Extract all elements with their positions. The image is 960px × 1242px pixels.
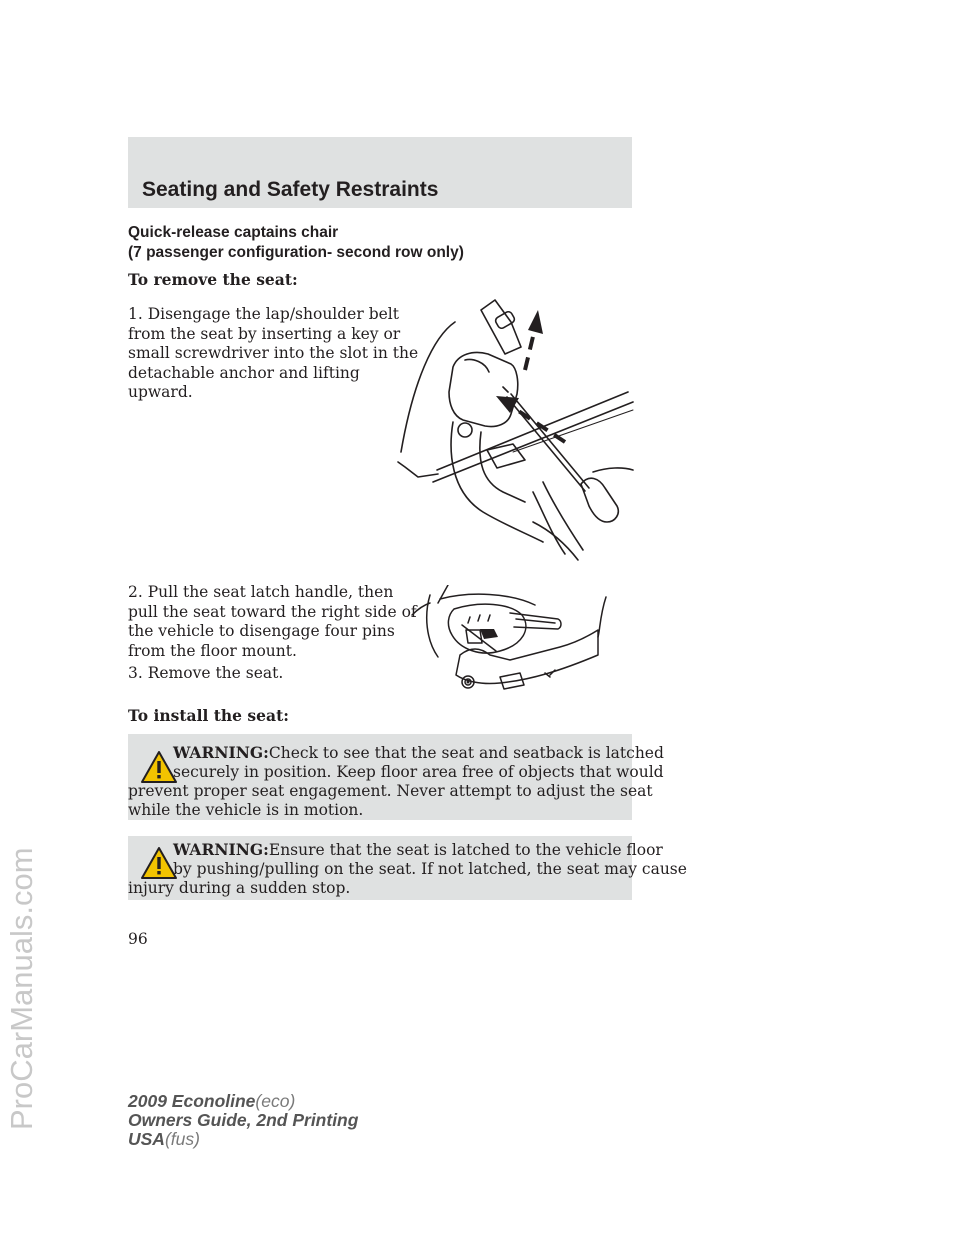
- warning-text-line: prevent proper seat engagement. Never attempt to adjust the seat: [128, 782, 653, 800]
- text-line: from the seat by inserting a key or: [128, 324, 401, 343]
- warning-text: Check to see that the seat and seatback is latched: [268, 744, 664, 762]
- section-title: [128, 223, 628, 263]
- belt-anchor-illustration: [393, 292, 635, 562]
- page-number: 96: [128, 930, 148, 948]
- text-line: 3. Remove the seat.: [128, 664, 284, 682]
- text-line: the vehicle to disengage four pins: [128, 622, 395, 640]
- warning-box: [128, 836, 687, 900]
- warning-text-line: by pushing/pulling on the seat. If not latched, the seat may cause: [173, 860, 687, 878]
- warning-first-line: [173, 743, 664, 764]
- warning-text-line: injury during a sudden stop.: [128, 879, 351, 897]
- text-line: small screwdriver into the slot in the: [128, 344, 419, 362]
- text-line: 1. Disengage the lap/shoulder belt: [128, 305, 399, 323]
- section-title-line: (7 passenger configuration- second row only): [128, 244, 464, 261]
- step-2-text: [128, 583, 417, 661]
- warning-box: [128, 734, 664, 820]
- footer-region-code: (fus): [164, 1129, 200, 1149]
- warning-label: WARNING:: [173, 840, 269, 859]
- seat-latch-illustration: [410, 585, 610, 700]
- footer-line: [128, 1130, 358, 1149]
- footer-line: [128, 1092, 358, 1111]
- footer-guide: Owners Guide, 2nd Printing: [128, 1110, 359, 1130]
- install-heading: To install the seat:: [128, 706, 289, 725]
- warning-text-line: securely in position. Keep floor area free of objects that would: [173, 763, 664, 781]
- text-line: detachable anchor and lifting: [128, 363, 360, 382]
- warning-first-line: [173, 840, 663, 861]
- text-line: upward.: [128, 383, 193, 401]
- text-line: 2. Pull the seat latch handle, then: [128, 583, 394, 601]
- footer-line: [128, 1111, 358, 1130]
- footer: [128, 1092, 358, 1149]
- watermark: ProCarManuals.com: [4, 847, 39, 1130]
- text-line: pull the seat toward the right side of: [128, 602, 417, 621]
- page-title: Seating and Safety Restraints: [142, 178, 439, 201]
- text-line: from the floor mount.: [128, 641, 297, 660]
- step-3-text: [128, 664, 283, 684]
- footer-model-code: (eco): [255, 1091, 296, 1111]
- warning-text: Ensure that the seat is latched to the vehicle floor: [268, 841, 663, 859]
- section-title-line: Quick-release captains chair: [128, 224, 339, 241]
- warning-label: WARNING:: [173, 743, 269, 762]
- footer-region: USA: [128, 1129, 165, 1149]
- warning-text-line: while the vehicle is in motion.: [128, 801, 364, 819]
- step-1-text: [128, 305, 418, 403]
- remove-heading: To remove the seat:: [128, 270, 298, 289]
- footer-model: 2009 Econoline: [128, 1091, 256, 1111]
